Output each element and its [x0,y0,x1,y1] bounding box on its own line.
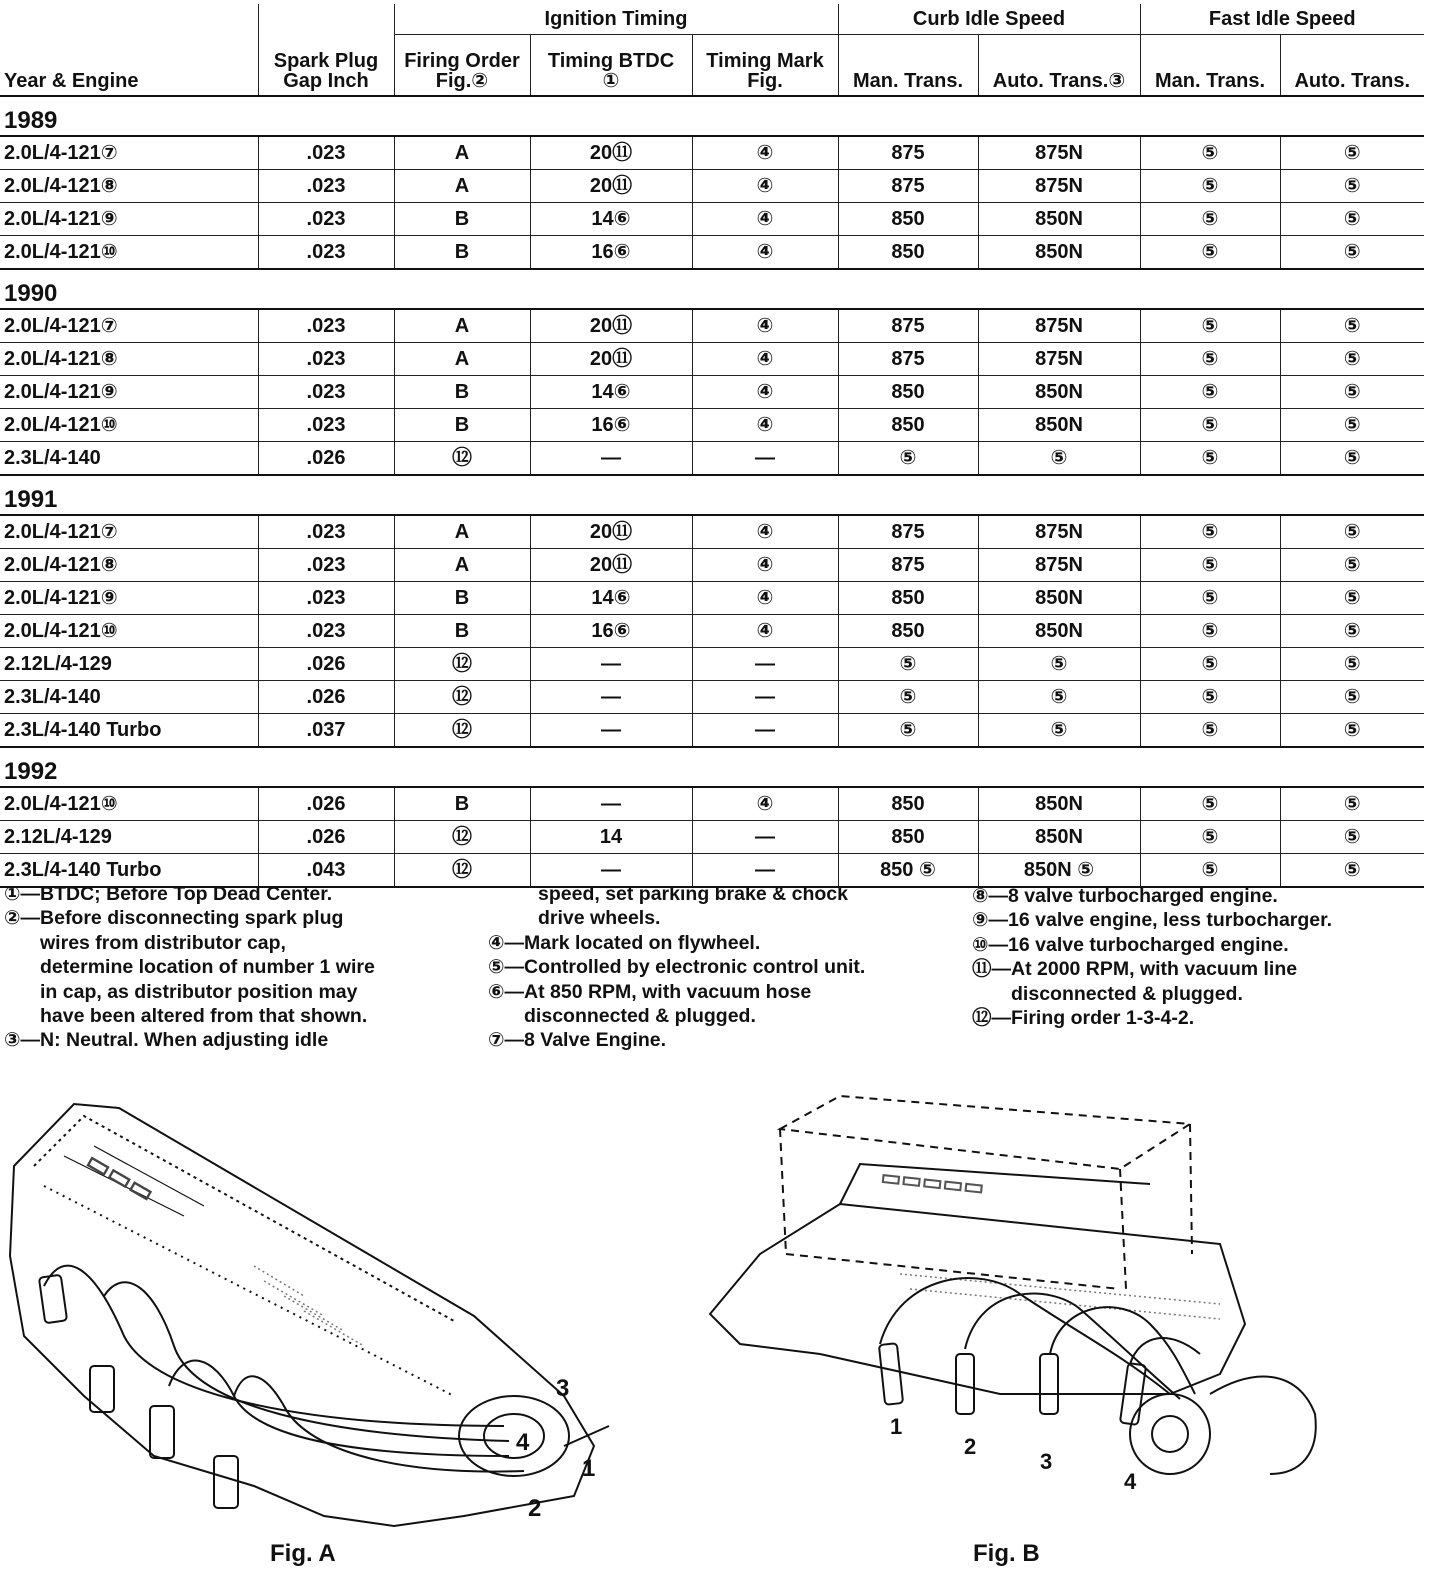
table-cell: — [530,442,692,476]
table-cell: 850 [838,821,978,854]
table-cell: A [394,136,530,170]
table-row [0,681,1424,714]
footnote [4,882,464,906]
table-cell: ⑤ [1140,442,1280,476]
footnote-marker: ⑤— [488,956,525,979]
table-cell: B [394,203,530,236]
table-cell: .023 [258,549,394,582]
table-cell: ⑤ [1140,787,1280,821]
table-cell: ⑤ [1140,515,1280,549]
table-cell: .043 [258,854,394,888]
table-cell: ④ [692,343,838,376]
table-cell: B [394,376,530,409]
svg-text:▭▭▭▭▭: ▭▭▭▭▭ [879,1164,986,1200]
year-label: 1991 [0,475,1424,515]
table-cell: ⑫ [394,681,530,714]
table-cell: ④ [692,136,838,170]
column-header-row [0,35,1424,97]
table-cell: 850N [978,582,1140,615]
table-cell: 875 [838,549,978,582]
table-cell: ⑤ [1280,549,1424,582]
table-cell: — [692,714,838,748]
table-cell: ⑤ [1140,136,1280,170]
footnote [4,906,464,1028]
footnote-text: Before disconnecting spark plug wires from distributor cap, determine location of number 1 wire in cap, as distributor position may have been altered from that shown. [40,907,375,1028]
table-cell: 850N [978,615,1140,648]
table-cell: A [394,515,530,549]
table-row [0,515,1424,549]
table-cell: ④ [692,615,838,648]
table-cell: ⑤ [1280,170,1424,203]
table-cell: ④ [692,549,838,582]
table-cell: ⑤ [1140,582,1280,615]
table-cell: ④ [692,203,838,236]
footnote-marker: ⑩— [972,933,1009,956]
footnote-marker: ②— [4,907,41,930]
table-cell: ⑫ [394,854,530,888]
footnote [4,1028,464,1052]
table-cell: .026 [258,648,394,681]
table-cell: ④ [692,515,838,549]
table-cell: ⑤ [1140,203,1280,236]
year-section-row [0,96,1424,136]
group-header-fast-idle-speed: Fast Idle Speed [1140,4,1424,35]
table-cell: ⑤ [1140,615,1280,648]
footnote [488,955,958,979]
table-cell: ⑤ [1140,714,1280,748]
table-cell: 850N [978,787,1140,821]
spark-plug-boot [214,1456,238,1508]
table-cell: ⑤ [838,714,978,748]
table-cell: ⑤ [1280,515,1424,549]
footnote-marker: ③— [4,1029,41,1052]
table-cell: — [530,787,692,821]
fig-b-label-2: 2 [964,1434,977,1459]
table-cell: B [394,787,530,821]
table-cell: 850N [978,236,1140,270]
year-section-row [0,747,1424,787]
table-cell: 850 [838,236,978,270]
engine-cell: 2.0L/4-121⑩ [0,236,258,270]
table-cell: 850 ⑤ [838,854,978,888]
table-cell: .023 [258,582,394,615]
table-cell: 875N [978,515,1140,549]
footnote [488,1028,958,1052]
footnote-text: 16 valve turbocharged engine. [1008,933,1289,956]
footnote-marker: ⑧— [972,885,1009,907]
fig-a-engine-illustration [4,1096,624,1532]
fig-b-label-3: 3 [1040,1449,1053,1474]
table-cell: ④ [692,582,838,615]
engine-cell: 2.0L/4-121⑧ [0,549,258,582]
table-row [0,343,1424,376]
table-cell: 875N [978,170,1140,203]
footnote [488,980,958,1029]
table-cell: 14⑥ [530,582,692,615]
footnotes-column-2 [488,882,958,1053]
table-row [0,170,1424,203]
table-cell: ⑤ [978,714,1140,748]
table-cell: B [394,236,530,270]
table-cell: 20⑪ [530,549,692,582]
fig-a-caption: Fig. A [270,1540,336,1567]
table-cell: ⑫ [394,648,530,681]
table-cell: ⑤ [1280,409,1424,442]
footnote-text: Mark located on flywheel. [524,931,761,954]
footnote-text: At 2000 RPM, with vacuum line disconnected & plugged. [1011,958,1298,1005]
year-label: 1989 [0,96,1424,136]
table-cell: ⑤ [1280,648,1424,681]
table-cell: .026 [258,787,394,821]
table-row [0,203,1424,236]
table-cell: 875 [838,136,978,170]
table-cell: 875 [838,515,978,549]
table-cell: B [394,582,530,615]
engine-cell: 2.3L/4-140 [0,681,258,714]
footnote-marker: ⑫— [972,1007,1012,1030]
year-label: 1992 [0,747,1424,787]
table-cell: .023 [258,309,394,343]
footnote-marker: ⑪— [972,958,1012,981]
column-header: Auto. Trans.③ [978,35,1140,97]
plug-wire [965,1294,1180,1399]
table-cell: ⑤ [1280,203,1424,236]
table-cell: 14⑥ [530,376,692,409]
table-cell: B [394,409,530,442]
table-cell: ⑤ [1280,787,1424,821]
fig-a-label-4: 4 [516,1429,530,1456]
table-cell: 16⑥ [530,615,692,648]
table-cell: ⑫ [394,821,530,854]
table-cell: 14⑥ [530,203,692,236]
table-body [0,96,1424,887]
table-cell: .023 [258,615,394,648]
table-cell: .037 [258,714,394,748]
footnote [972,1006,1422,1030]
table-cell: A [394,549,530,582]
footnote [488,931,958,955]
engine-cell: 2.0L/4-121⑧ [0,343,258,376]
table-cell: ⑤ [1140,648,1280,681]
table-cell: ⑤ [1280,343,1424,376]
footnotes-column-3 [972,884,1422,1030]
table-cell: .023 [258,236,394,270]
table-row [0,787,1424,821]
table-cell: ⑤ [978,681,1140,714]
engine-cell: 2.0L/4-121⑩ [0,787,258,821]
engine-cell: 2.0L/4-121⑦ [0,309,258,343]
footnote-text: 8 valve turbocharged engine. [1008,885,1278,907]
spark-plug-boot [39,1275,67,1324]
group-header-curb-idle-speed: Curb Idle Speed [838,4,1140,35]
table-row [0,409,1424,442]
table-cell: .023 [258,376,394,409]
table-cell: ⑤ [838,442,978,476]
column-header: Man. Trans. [1140,35,1280,97]
engine-cell: 2.0L/4-121⑩ [0,615,258,648]
table-cell: ⑤ [1280,714,1424,748]
table-row [0,714,1424,748]
column-header: Timing Mark Fig. [692,35,838,97]
table-cell: — [692,854,838,888]
table-cell: 875N [978,343,1140,376]
table-row [0,136,1424,170]
table-cell: 875N [978,136,1140,170]
column-header: Firing Order Fig.② [394,35,530,97]
table-cell: ⑤ [1280,615,1424,648]
table-cell: ④ [692,170,838,203]
table-cell: A [394,170,530,203]
table-cell: A [394,309,530,343]
table-cell: .023 [258,515,394,549]
table-cell: ⑤ [1280,376,1424,409]
table-cell: ⑤ [1140,236,1280,270]
engine-cell: 2.3L/4-140 [0,442,258,476]
table-row [0,615,1424,648]
column-header: Timing BTDC ① [530,35,692,97]
table-cell: ⑤ [1140,343,1280,376]
table-cell: .023 [258,203,394,236]
table-cell: 16⑥ [530,236,692,270]
table-cell: ⑤ [1280,582,1424,615]
footnote-marker: ⑦— [488,1029,525,1052]
table-cell: — [692,648,838,681]
column-header: Year & Engine [4,70,139,92]
footnote-text: 8 Valve Engine. [524,1029,666,1052]
engine-cell: 2.0L/4-121⑨ [0,582,258,615]
table-cell: 875 [838,309,978,343]
engine-cell: 2.0L/4-121⑨ [0,376,258,409]
table-cell: A [394,343,530,376]
engine-cell: 2.3L/4-140 Turbo [0,714,258,748]
table-cell: ⑤ [1140,409,1280,442]
table-cell: 850N [978,203,1140,236]
fig-b-label-1: 1 [890,1414,903,1439]
table-cell: — [530,714,692,748]
footnote-marker: ⑥— [488,980,525,1003]
footnote [972,933,1422,957]
table-cell: ④ [692,376,838,409]
spark-plug-boot [150,1406,174,1458]
spark-plug-boot [1040,1354,1058,1414]
table-cell: ⑤ [1140,170,1280,203]
table-cell: ⑤ [1280,821,1424,854]
fig-b-label-4: 4 [1124,1469,1137,1494]
footnote-text: N: Neutral. When adjusting idle [40,1029,329,1052]
table-cell: 850 [838,203,978,236]
plug-wire [1050,1307,1195,1394]
table-cell: 850N ⑤ [978,854,1140,888]
engine-cell: 2.0L/4-121⑦ [0,136,258,170]
footnote-text: BTDC; Before Top Dead Center. [40,883,333,905]
table-cell: .026 [258,821,394,854]
table-cell: ⑤ [1140,681,1280,714]
table-cell: 850 [838,787,978,821]
table-cell: 14 [530,821,692,854]
table-cell: ⑤ [838,648,978,681]
fig-b-caption: Fig. B [973,1540,1040,1567]
table-cell: .023 [258,170,394,203]
plug-wire [169,1361,509,1456]
table-cell: 850 [838,615,978,648]
table-cell: .023 [258,343,394,376]
table-cell: 850N [978,376,1140,409]
table-cell: ⑤ [1140,309,1280,343]
table-row [0,549,1424,582]
table-cell: B [394,615,530,648]
footnote [972,884,1422,908]
blank-header-cell [258,4,394,35]
blank-header-cell [0,4,258,35]
year-section-row [0,269,1424,309]
table-cell: 20⑪ [530,309,692,343]
column-header: Spark Plug Gap Inch [258,35,394,97]
footnote [972,957,1422,1006]
distributor-cap [1130,1394,1210,1474]
fig-a-label-1: 1 [582,1455,596,1482]
table-cell: ⑤ [1280,681,1424,714]
footnote [972,908,1422,932]
table-cell: ⑤ [1280,236,1424,270]
table-cell: ⑤ [978,442,1140,476]
table-row [0,582,1424,615]
fig-a-label-3: 3 [556,1375,570,1402]
distributor-cap [459,1396,569,1476]
table-row [0,376,1424,409]
table-cell: 850N [978,409,1140,442]
footnote-marker: ⑨— [972,909,1009,932]
engine-cell: 2.12L/4-129 [0,821,258,854]
year-label: 1990 [0,269,1424,309]
engine-cell: 2.12L/4-129 [0,648,258,681]
table-cell: 875N [978,309,1140,343]
table-cell: ④ [692,236,838,270]
table-cell: 20⑪ [530,515,692,549]
table-row [0,236,1424,270]
table-cell: ⑤ [1280,854,1424,888]
table-cell: 20⑪ [530,170,692,203]
table-cell: ④ [692,309,838,343]
table-cell: 875N [978,549,1140,582]
table-row [0,442,1424,476]
column-header: Auto. Trans. [1280,35,1424,97]
fig-a-label-2: 2 [528,1495,542,1522]
table-cell: — [530,681,692,714]
column-header: Man. Trans. [838,35,978,97]
engine-cell: 2.0L/4-121⑩ [0,409,258,442]
engine-cell: 2.0L/4-121⑨ [0,203,258,236]
table-cell: 875 [838,343,978,376]
footnote-text: At 850 RPM, with vacuum hose disconnected & plugged. [524,980,812,1028]
table-cell: 20⑪ [530,136,692,170]
table-cell: .026 [258,442,394,476]
footnote-3-continuation: speed, set parking brake & chock drive wheels. [538,883,848,930]
table-cell: ⑫ [394,714,530,748]
table-cell: .023 [258,136,394,170]
tune-up-spec-table [0,4,1424,888]
table-cell: .023 [258,409,394,442]
table-cell: 850N [978,821,1140,854]
table-cell: ⑤ [1280,309,1424,343]
footnote-text: Controlled by electronic control unit. [524,956,866,979]
table-cell: — [692,681,838,714]
table-cell: ⑤ [978,648,1140,681]
table-cell: ⑤ [1280,442,1424,476]
group-header-ignition-timing: Ignition Timing [394,4,838,35]
table-row [0,309,1424,343]
table-cell: 16⑥ [530,409,692,442]
table-cell: ⑤ [1280,136,1424,170]
table-cell: 850 [838,376,978,409]
table-cell: ⑤ [1140,854,1280,888]
table-cell: 850 [838,409,978,442]
table-cell: — [530,854,692,888]
table-cell: ⑫ [394,442,530,476]
table-cell: ⑤ [838,681,978,714]
engine-cell: 2.0L/4-121⑧ [0,170,258,203]
footnote-marker: ④— [488,931,525,954]
table-cell: .026 [258,681,394,714]
engine-cell: 2.3L/4-140 Turbo [0,854,258,888]
plug-wire [234,1376,524,1471]
engine-cell: 2.0L/4-121⑦ [0,515,258,549]
table-cell: — [692,442,838,476]
table-cell: 850 [838,582,978,615]
table-row [0,821,1424,854]
plug-wire [104,1282,509,1441]
table-row [0,648,1424,681]
table-cell: ⑤ [1140,376,1280,409]
table-cell: — [692,821,838,854]
fig-b-engine-illustration [700,1094,1340,1504]
table-cell: ④ [692,409,838,442]
footnotes-column-1 [4,882,464,1053]
footnote-text: 16 valve engine, less turbocharger. [1008,909,1333,932]
table-cell: — [530,648,692,681]
table-cell: 875 [838,170,978,203]
table-cell: ④ [692,787,838,821]
svg-text:▭▭▭: ▭▭▭ [81,1145,160,1209]
year-section-row [0,475,1424,515]
footnote-text: Firing order 1-3-4-2. [1011,1007,1195,1030]
table-cell: ⑤ [1140,821,1280,854]
spark-plug-boot [879,1343,903,1405]
table-cell: 20⑪ [530,343,692,376]
footnote-marker: ①— [4,883,41,905]
table-cell: ⑤ [1140,549,1280,582]
